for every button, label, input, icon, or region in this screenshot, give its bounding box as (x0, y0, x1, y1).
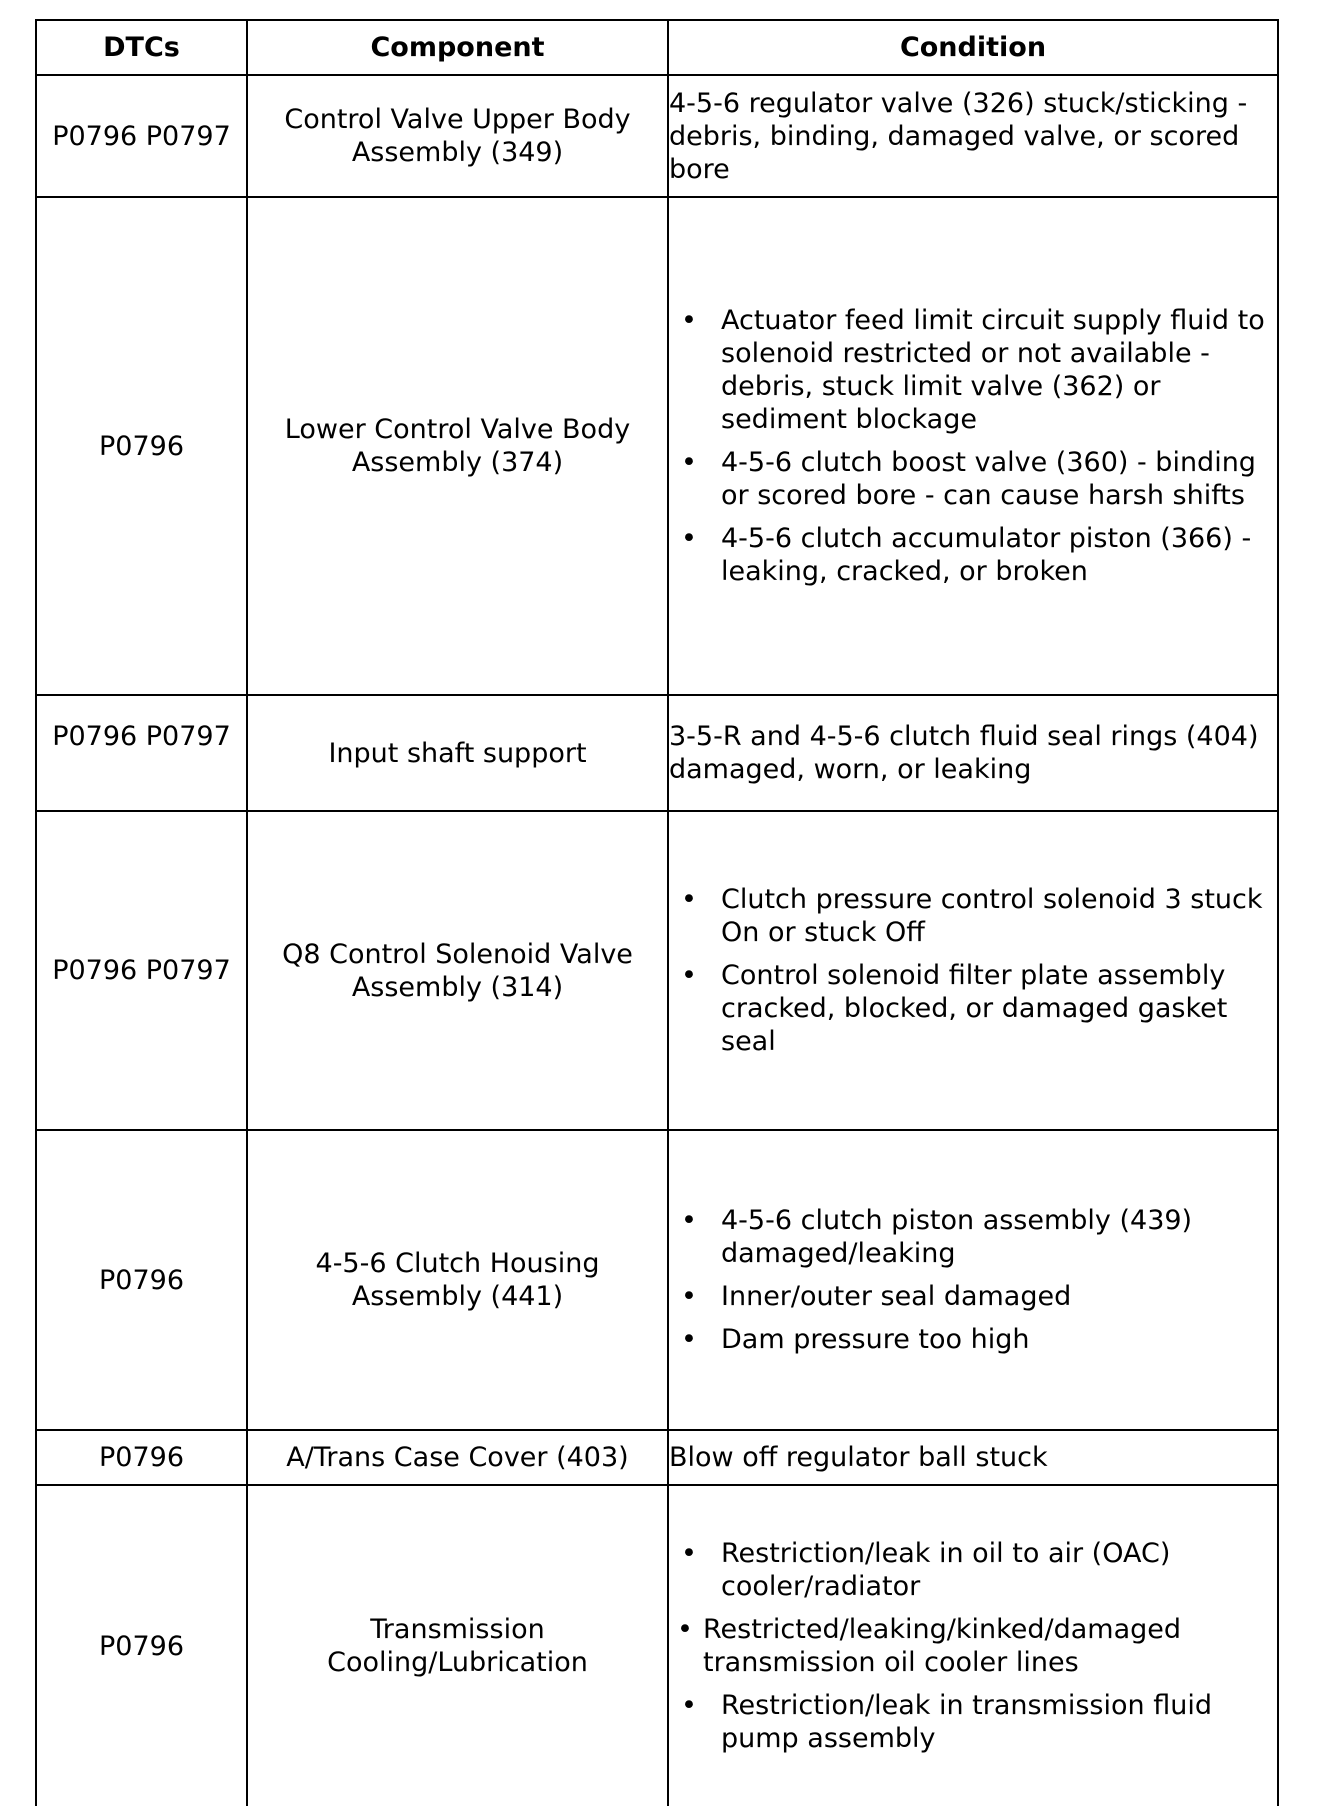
table-row (36, 1485, 1278, 1806)
row-component: Transmission Cooling/Lubrication (247, 1485, 668, 1806)
row-condition (668, 811, 1278, 1130)
condition-item: • Dam pressure too high (681, 1324, 1030, 1355)
row-dtcs: P0796 (36, 1130, 247, 1430)
condition-item: • Control solenoid filter plate assembly cracked, blocked, or damaged gasket seal (681, 960, 1228, 1057)
bullet-icon: • (681, 1281, 697, 1312)
condition-list (669, 1537, 1277, 1755)
bullet-icon: • (681, 1324, 697, 1355)
condition-item: • Actuator feed limit circuit supply fluid to solenoid restricted or not available - debris, stuck limit valve (362) or sediment blockage (681, 305, 1265, 435)
bullet-icon: • (677, 1614, 693, 1645)
condition-item: • Restricted/leaking/kinked/damaged transmission oil cooler lines (677, 1614, 1182, 1678)
header-dtcs: DTCs (36, 20, 247, 75)
bullet-icon: • (681, 523, 697, 554)
condition-item: • Restriction/leak in oil to air (OAC) cooler/radiator (681, 1538, 1171, 1602)
row-dtcs: P0796 P0797 (36, 695, 247, 811)
row-component: A/Trans Case Cover (403) (247, 1430, 668, 1485)
condition-item: • Inner/outer seal damaged (681, 1281, 1072, 1312)
row-dtcs: P0796 (36, 1430, 247, 1485)
bullet-icon: • (681, 960, 697, 991)
row-component: Q8 Control Solenoid Valve Assembly (314) (247, 811, 668, 1130)
row-condition (668, 1485, 1278, 1806)
bullet-icon: • (681, 1205, 697, 1236)
bullet-icon: • (681, 884, 697, 915)
bullet-icon: • (681, 447, 697, 478)
row-condition: Blow off regulator ball stuck (668, 1430, 1278, 1485)
condition-item: • 4-5-6 clutch accumulator piston (366) - leaking, cracked, or broken (681, 523, 1252, 587)
row-condition: 3-5-R and 4-5-6 clutch fluid seal rings (404) damaged, worn, or leaking (668, 695, 1278, 811)
condition-list (669, 883, 1277, 1058)
row-component: Input shaft support (247, 695, 668, 811)
condition-list (669, 1204, 1277, 1356)
table-row (36, 695, 1278, 811)
table-header-row (36, 20, 1278, 75)
condition-item: • Restriction/leak in transmission fluid pump assembly (681, 1690, 1212, 1754)
row-dtcs: P0796 P0797 (36, 75, 247, 197)
row-component: 4-5-6 Clutch Housing Assembly (441) (247, 1130, 668, 1430)
condition-list (669, 304, 1277, 588)
condition-item: • Clutch pressure control solenoid 3 stuck On or stuck Off (681, 884, 1263, 948)
dtc-condition-table (35, 19, 1279, 1806)
header-condition: Condition (668, 20, 1278, 75)
bullet-icon: • (681, 1538, 697, 1569)
row-dtcs: P0796 (36, 1485, 247, 1806)
row-dtcs: P0796 (36, 197, 247, 695)
row-component: Control Valve Upper Body Assembly (349) (247, 75, 668, 197)
bullet-icon: • (681, 1690, 697, 1721)
row-dtcs: P0796 P0797 (36, 811, 247, 1130)
table-row (36, 197, 1278, 695)
table-row (36, 1430, 1278, 1485)
row-component: Lower Control Valve Body Assembly (374) (247, 197, 668, 695)
header-component: Component (247, 20, 668, 75)
bullet-icon: • (681, 305, 697, 336)
condition-item: • 4-5-6 clutch boost valve (360) - binding or scored bore - can cause harsh shifts (681, 447, 1256, 511)
row-condition (668, 1130, 1278, 1430)
table-row (36, 75, 1278, 197)
row-condition (668, 197, 1278, 695)
table-row (36, 811, 1278, 1130)
condition-item: • 4-5-6 clutch piston assembly (439) damaged/leaking (681, 1205, 1193, 1269)
table-row (36, 1130, 1278, 1430)
row-condition: 4-5-6 regulator valve (326) stuck/sticking - debris, binding, damaged valve, or scored bore (668, 75, 1278, 197)
